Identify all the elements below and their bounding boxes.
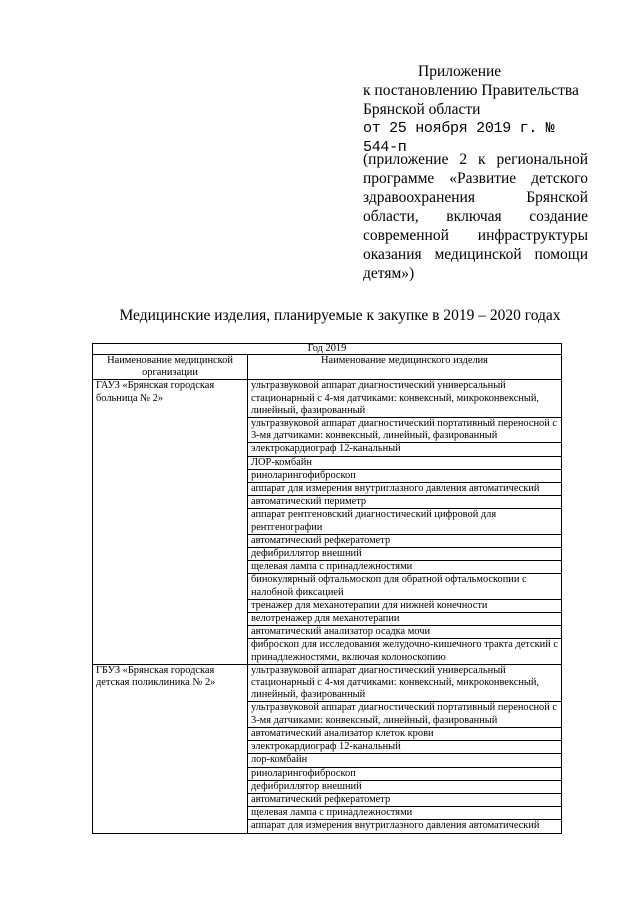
table-row — [93, 380, 562, 418]
resolution-date-number: от 25 ноября 2019 г. № 544-п — [363, 120, 555, 156]
year-header-row — [93, 344, 562, 355]
medical-item-name: бинокулярный офтальмоскоп для обратной офтальмоскопии с налобной фиксацией — [248, 574, 562, 599]
medical-item-name: тренажер для механотерапии для нижней конечности — [248, 599, 562, 612]
medical-item-name: автоматический рефкератометр — [248, 534, 562, 547]
medical-item-name: аппарат для измерения внутриглазного давления автоматический — [248, 483, 562, 496]
medical-item-name: ультразвуковой аппарат диагностический универсальный стационарный с 4-мя датчиками: конвексный, микроконвексный, линейный, фазированный — [248, 380, 562, 418]
column-header-item: Наименование медицинского изделия — [248, 355, 562, 380]
column-header-organization: Наименование медицинской организации — [93, 355, 248, 380]
medical-item-name: автоматический анализатор осадка мочи — [248, 626, 562, 639]
organization-name: ГАУЗ «Брянская городская больница № 2» — [93, 380, 248, 664]
medical-item-name: автоматический рефкератометр — [248, 793, 562, 806]
appendix-header — [363, 62, 588, 157]
medical-item-name: аппарат рентгеновский диагностический цифровой для рентгенографии — [248, 509, 562, 534]
medical-item-name: риноларингофиброскоп — [248, 767, 562, 780]
column-header-row — [93, 355, 562, 380]
resolution-reference: к постановлению Правительства — [363, 82, 579, 99]
medical-item-name: ЛОР-комбайн — [248, 456, 562, 469]
medical-item-name: дефибриллятор внешний — [248, 780, 562, 793]
medical-item-name: лор-комбайн — [248, 754, 562, 767]
medical-item-name: аппарат для измерения внутриглазного давления автоматический — [248, 820, 562, 833]
medical-item-name: щелевая лампа с принадлежностями — [248, 561, 562, 574]
year-header: Год 2019 — [93, 344, 562, 355]
table-row — [93, 664, 562, 702]
document-title: Медицинские изделия, планируемые к закупке в 2019 – 2020 годах — [119, 307, 561, 324]
medical-item-name: ультразвуковой аппарат диагностический портативный переносной с 3-мя датчиками: конвексный, линейный, фазированный — [248, 418, 562, 443]
annex-note: (приложение 2 к региональной программе «Развитие детского здравоохранения Брянской области, включая создание современной инфраструктуры оказания медицинской помощи детям») — [363, 151, 588, 282]
medical-item-name: электрокардиограф 12-канальный — [248, 741, 562, 754]
medical-item-name: автоматический периметр — [248, 496, 562, 509]
appendix-label: Приложение — [418, 63, 502, 80]
table-body — [93, 344, 562, 834]
medical-item-name: ультразвуковой аппарат диагностический портативный переносной с 3-мя датчиками: конвексный, линейный, фазированный — [248, 702, 562, 727]
region-name: Брянской области — [363, 101, 481, 118]
organization-name: ГБУЗ «Брянская городская детская поликлиника № 2» — [93, 664, 248, 833]
medical-items-table — [92, 343, 562, 834]
medical-item-name: ультразвуковой аппарат диагностический универсальный стационарный с 4-мя датчиками: конвексный, микроконвексный, линейный, фазированный — [248, 664, 562, 702]
medical-item-name: велотренажер для механотерапии — [248, 613, 562, 626]
medical-item-name: риноларингофиброскоп — [248, 469, 562, 482]
medical-item-name: фиброскоп для исследования желудочно-кишечного тракта детский с принадлежностями, включая колоноскопию — [248, 639, 562, 664]
medical-item-name: щелевая лампа с принадлежностями — [248, 807, 562, 820]
medical-item-name: электрокардиограф 12-канальный — [248, 443, 562, 456]
medical-item-name: автоматический анализатор клеток крови — [248, 727, 562, 740]
medical-item-name: дефибриллятор внешний — [248, 548, 562, 561]
